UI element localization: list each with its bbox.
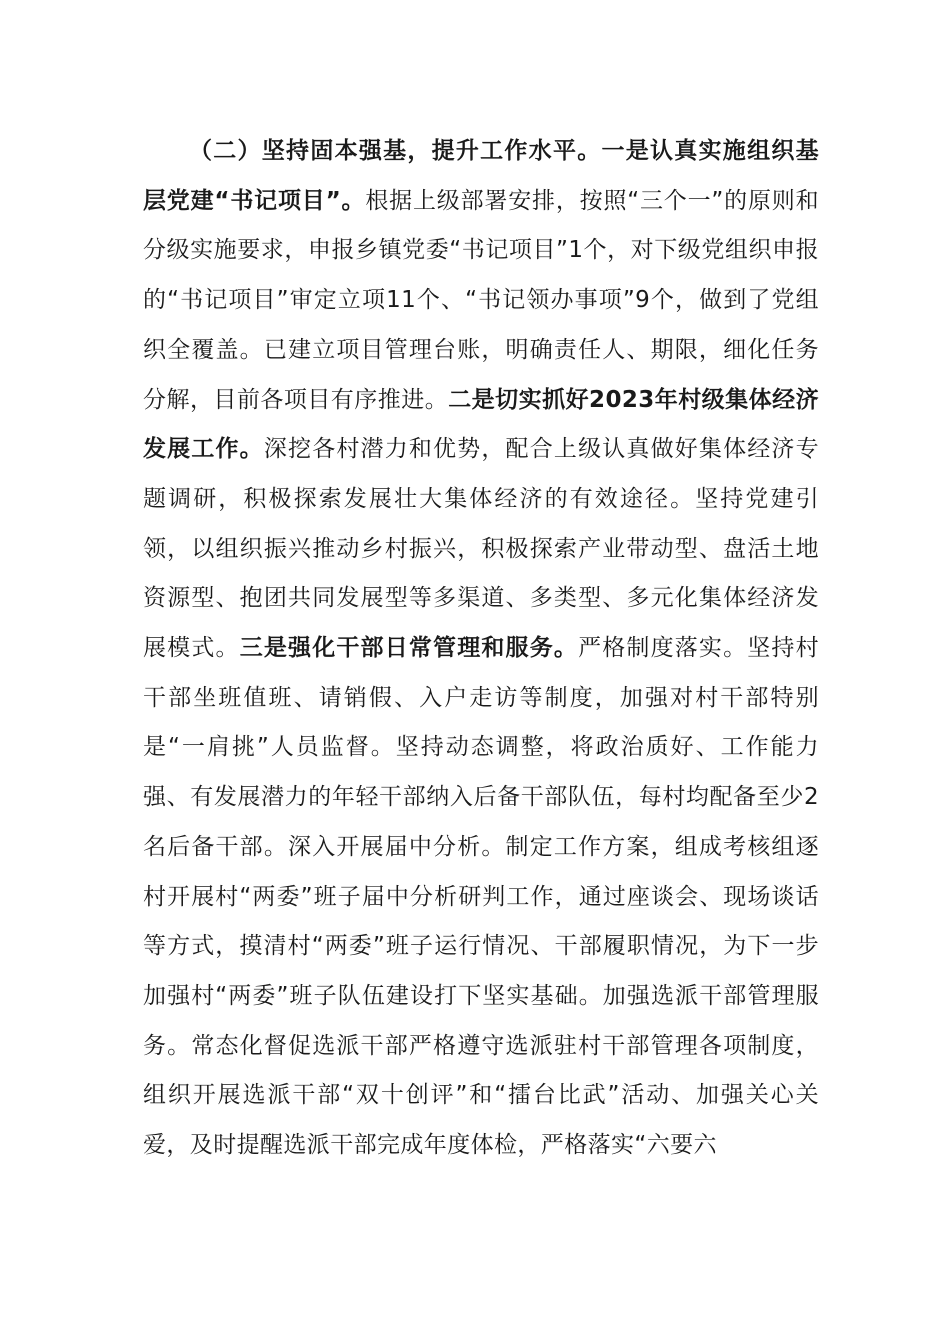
item-1-body: 根据上级部署安排，按照“三个一”的原则和分级实施要求，申报乡镇党委“书记项目”1个，对下级党组织申报的“书记项目”审定立项11个、“书记领办事项”9个，做到了党组织全覆盖。已建立项目管理台账，明确责任人、期限，细化任务分解，目前各项目有序推进。 bbox=[143, 187, 819, 413]
item-3-title: 三是强化干部日常管理和服务。 bbox=[239, 635, 579, 662]
body-paragraph bbox=[143, 127, 819, 1171]
item-2-body: 深挖各村潜力和优势，配合上级认真做好集体经济专题调研，积极探索发展壮大集体经济的有效途径。坚持党建引领，以组织振兴推动乡村振兴，积极探索产业带动型、盘活土地资源型、抱团共同发展型等多渠道、多类型、多元化集体经济发展模式。 bbox=[143, 436, 820, 662]
item-1-title: 一是认真实施组织基层党建“书记项目”。 bbox=[143, 138, 819, 214]
item-3-body: 严格制度落实。坚持村干部坐班值班、请销假、入户走访等制度，加强对村干部特别是“一肩挑”人员监督。坚持动态调整，将政治质好、工作能力强、有发展潜力的年轻干部纳入后备干部队伍，每村均配备至少2名后备干部。深入开展届中分析。制定工作方案，组成考核组逐村开展村“两委”班子届中分析研判工作，通过座谈会、现场谈话等方式，摸清村“两委”班子运行情况、干部履职情况，为下一步加强村“两委”班子队伍建设打下坚实基础。加强选派干部管理服务。常态化督促选派干部严格遵守选派驻村干部管理各项制度，组织开展选派干部“双十创评”和“擂台比武”活动、加强关心关爱，及时提醒选派干部完成年度体检，严格落实“六要六 bbox=[143, 635, 820, 1159]
section-heading: （二）坚持固本强基，提升工作水平。 bbox=[189, 138, 602, 164]
item-2-title: 二是切实抓好2023年村级集体经济发展工作。 bbox=[143, 386, 819, 463]
